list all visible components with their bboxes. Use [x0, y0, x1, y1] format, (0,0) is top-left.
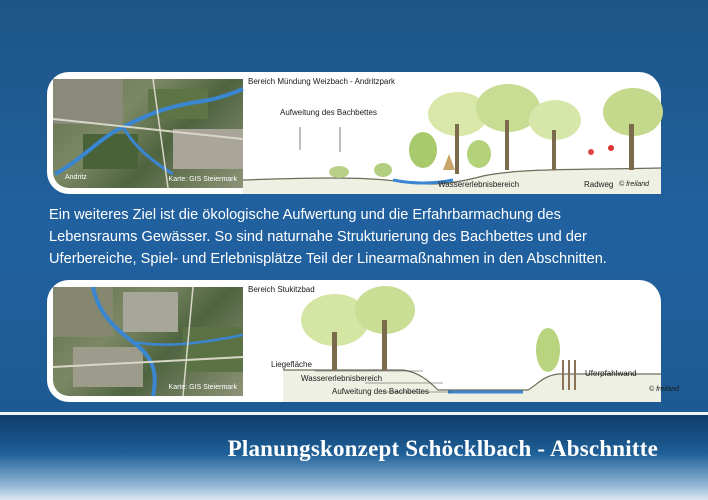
label-liegeflaeche: Liegefläche [271, 360, 312, 369]
river-line [93, 287, 155, 396]
label-uferpfahlwand: Uferpfahlwand [585, 369, 637, 378]
tree-group [301, 286, 560, 372]
label-radweg: Radweg [584, 180, 614, 189]
description-line: Lebensraums Gewässer. So sind naturnahe Strukturierung des Bachbettes und der [49, 229, 587, 245]
section-panel-andritzpark [47, 72, 661, 194]
label-wassererlebnis: Wassererlebnisbereich [301, 374, 383, 383]
aerial-map-andritz [53, 79, 243, 188]
section-panel-stukitzbad [47, 280, 680, 402]
copyright: © freiland [649, 386, 680, 393]
tree-group [329, 84, 663, 178]
map-credit: Karte: GIS Steiermark [168, 384, 237, 391]
footer-title: Planungskonzept Schöcklbach - Abschnitte [227, 436, 658, 461]
description-text [49, 204, 669, 270]
description-line: Uferbereiche, Spiel- und Erlebnisplätze Teil der Linearmaßnahmen in den Abschnitten. [49, 251, 607, 267]
landscape-sketch-stukitzbad [243, 280, 680, 402]
aerial-map-stukitzbad [53, 287, 243, 396]
label-wassererlebnis: Wassererlebnisbereich [438, 180, 520, 189]
river-line [55, 89, 243, 174]
label-aufweitung: Aufweitung des Bachbettes [280, 108, 377, 117]
landscape-sketch-andritzpark [243, 72, 661, 194]
footer-banner [0, 415, 708, 500]
copyright: © freiland [619, 181, 650, 188]
map-place-label: Andritz [65, 174, 87, 181]
description-line: Ein weiteres Ziel ist die ökologische Aufwertung und die Erfahrbarmachung des [49, 207, 561, 223]
map-credit: Karte: GIS Steiermark [168, 176, 237, 183]
panel-title: Bereich Stukitzbad [248, 285, 315, 294]
panel-title: Bereich Mündung Weizbach - Andritzpark [248, 77, 396, 86]
label-aufweitung: Aufweitung des Bachbettes [332, 387, 429, 396]
